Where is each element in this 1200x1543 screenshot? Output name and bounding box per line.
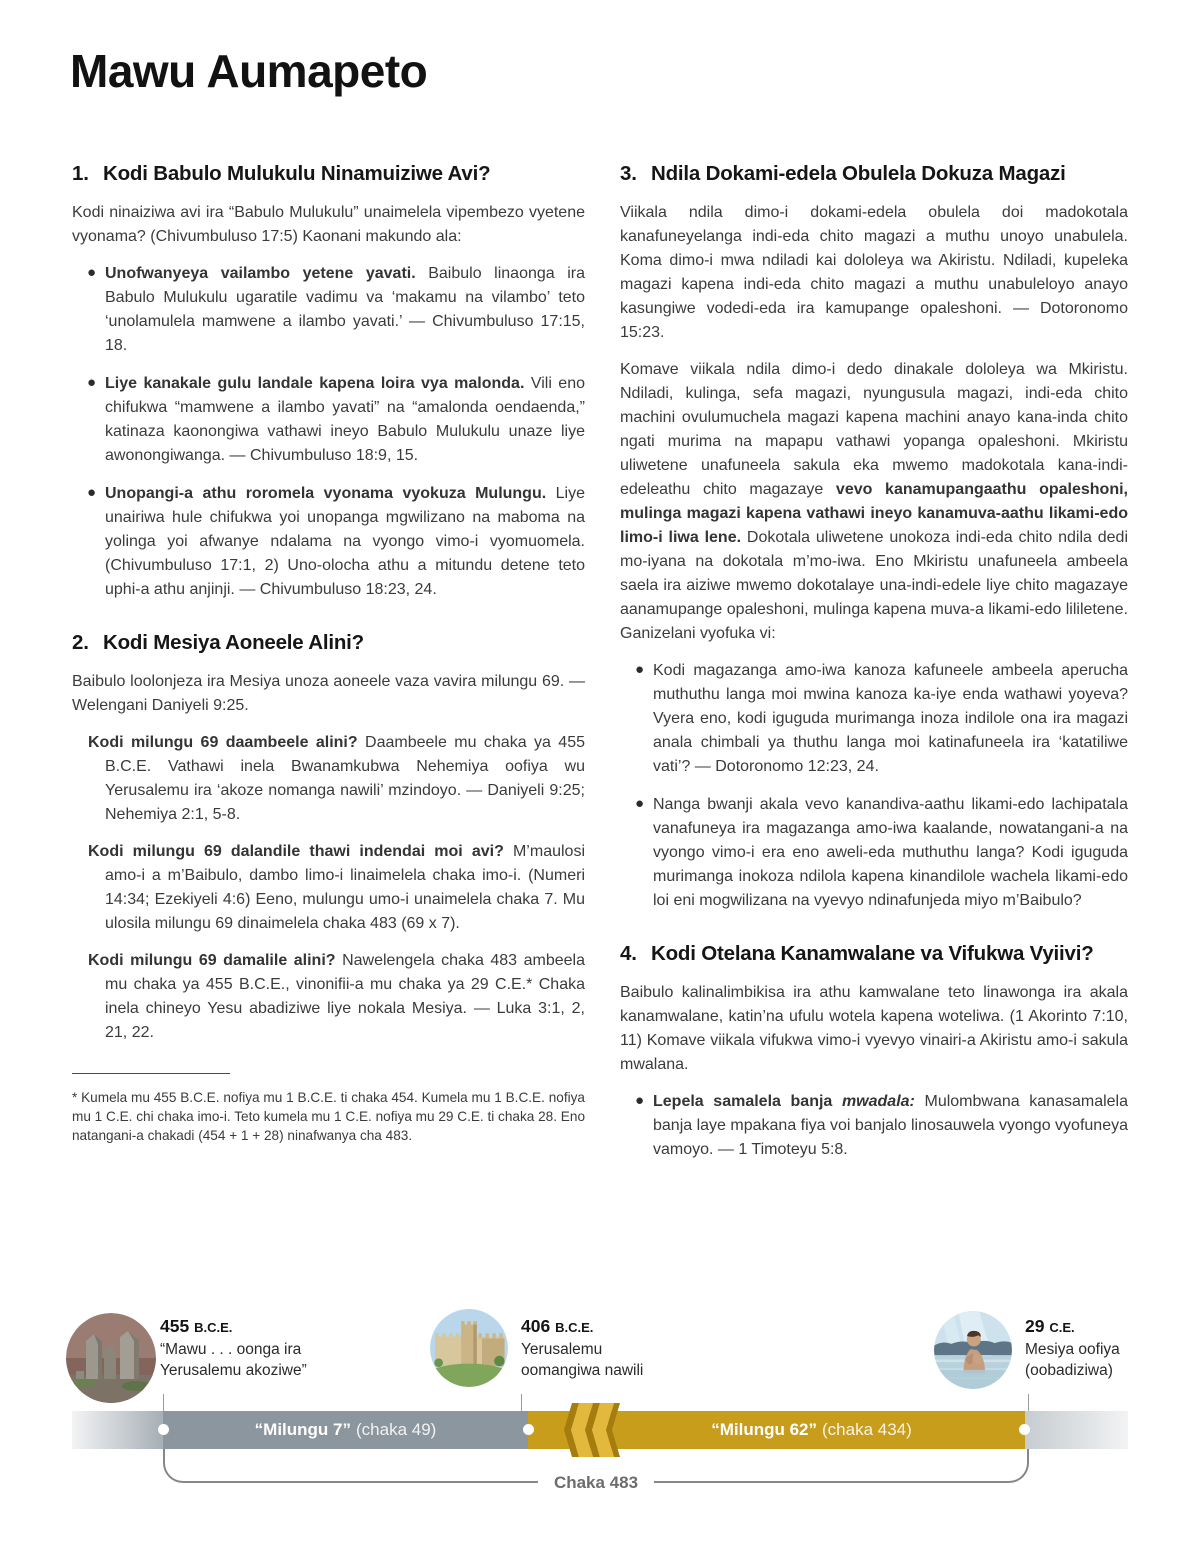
question-paragraph xyxy=(72,840,585,936)
section-4-paragraph: Baibulo kalinalimbikisa ira athu kamwalane teto linawonga ira akala kanamwalane, katin’na ufulu wotela kapena woteliwa. (1 Akorinto 7:10, 11) Komave viikala vifukwa vimo-i vyevyo vinairi-a Akiristu amo-i sakula mwalana. xyxy=(620,984,1128,1073)
paragraph-bold-text: vevo kanamupangaathu opaleshoni, mulinga magazi kapena vathawi ineyo kanamuva-aathu likami-edo limo-i liwa lene. xyxy=(620,481,1128,546)
babylon-ruins-image xyxy=(66,1313,156,1403)
list-item xyxy=(72,372,585,468)
section-1-number: 1. xyxy=(72,162,89,185)
section-3-title: Ndila Dokami-edela Obulela Dokuza Magazi xyxy=(651,162,1066,185)
bullet-text: Vili eno chifukwa “mamwene a ilambo yavati” na “amalonda oendaenda,” katinaza kaonongiwa vathawi ineyo Babulo Mulukulu unaze liye awonongiwanga. — Chivumbuluso 18:9, 15. xyxy=(105,375,585,464)
question-paragraph xyxy=(72,949,585,1045)
bar-2-label-bold: “Milungu 62” xyxy=(711,1420,817,1439)
timeline-tick xyxy=(1028,1394,1029,1411)
timeline-tick xyxy=(521,1394,522,1411)
timeline xyxy=(0,1293,1200,1543)
timeline-dot xyxy=(158,1424,169,1435)
right-column xyxy=(620,160,1128,1176)
section-4-title: Kodi Otelana Kanamwalane va Vifukwa Vyiivi? xyxy=(651,942,1094,965)
timeline-event-3 xyxy=(1025,1315,1120,1381)
bullet-lead: Unofwanyeya vailambo yetene yavati. xyxy=(105,265,416,282)
timeline-bar-fade-right xyxy=(1025,1411,1128,1449)
messiah-baptism-image xyxy=(934,1311,1012,1389)
footnote: * Kumela mu 455 B.C.E. nofiya mu 1 B.C.E. ti chaka 454. Kumela mu 1 B.C.E. nofiya mu 1 C.E. chi chaka imo-i. Teto kumela mu 1 C.E. nofiya mu 29 C.E. ti chaka 28. Eno natangani-a chakadi (454 + 1 + 28) ninafwanya cha 483. xyxy=(72,1089,585,1143)
list-item xyxy=(72,482,585,602)
bullet-icon: ● xyxy=(635,661,645,678)
question-text: M’maulosi amo-i a m’Baibulo, dambo limo-i linaimelela chaka imo-i. (Numeri 14:34; Ezekiyeli 4:6) Eeno, mulungu umo-i unaimelela chaka 7. Mu ulosila milungu 69 dinaimelela chaka 483 (69 x 7). xyxy=(105,843,585,932)
timeline-break-icon xyxy=(560,1401,624,1459)
section-4-heading xyxy=(620,940,1128,967)
bullet-icon: ● xyxy=(635,795,645,812)
bullet-icon: ● xyxy=(635,1092,645,1109)
section-3-number: 3. xyxy=(620,162,637,185)
bar-2-label-rest: (chaka 434) xyxy=(822,1420,912,1439)
timeline-dot xyxy=(1019,1424,1030,1435)
bullet-icon: ● xyxy=(87,264,97,281)
section-2-heading xyxy=(72,629,585,656)
bar-1-label-bold: “Milungu 7” xyxy=(254,1420,351,1439)
bullet-text: Mulombwana kanasamalela banja laye mpakana fiya voi banjalo linosauwela vyongo vyofuneya vamoyo. — 1 Timoteyu 5:8. xyxy=(653,1093,1128,1158)
bullet-lead: Lepela samalela banja xyxy=(653,1093,842,1110)
timeline-dot xyxy=(523,1424,534,1435)
question-text: Daambeele mu chaka ya 455 B.C.E. Vathawi inela Bwanamkubwa Nehemiya oofiya wu Yerusalemu ira ‘akoze nomanga nawili’ mzindoyo. — Daniyeli 9:25; Nehemiya 2:1, 5-8. xyxy=(105,734,586,823)
question-paragraph xyxy=(72,731,585,827)
bullet-text: Baibulo linaonga ira Babulo Mulukulu ugaratile vadimu va ‘makamu na vilambo’ teto ‘unolamulela mamwene a ilambo yavati.’ — Chivumbuluso 17:15, 18. xyxy=(105,265,585,354)
event-2-year: 406 B.C.E. xyxy=(521,1316,594,1336)
event-3-year: 29 C.E. xyxy=(1025,1316,1075,1336)
timeline-bar-fade-left xyxy=(72,1411,163,1449)
question-text: Nawelengela chaka 483 ambeela mu chaka ya 455 B.C.E., vinonifii-a mu chaka ya 29 C.E.* Chaka inela chineyo Yesu abadiziwe liye nokala Mesiya. — Luka 3:1, 2, 21, 22. xyxy=(105,952,585,1041)
list-item xyxy=(620,1090,1128,1162)
timeline-event-2 xyxy=(521,1315,643,1381)
left-column xyxy=(72,160,585,1158)
event-2-caption-line-2: oomangiwa nawili xyxy=(521,1362,644,1379)
question-lead: Kodi milungu 69 dalandile thawi indendai moi avi? xyxy=(88,843,504,860)
list-item xyxy=(620,659,1128,779)
section-3-heading xyxy=(620,160,1128,187)
bullet-lead: Unopangi-a athu roromela vyonama vyokuza Mulungu. xyxy=(105,485,547,502)
bullet-text: Kodi magazanga amo-iwa kanoza kafuneele ambeela aperucha muthuthu langa moi mwina kanoza ka-iye enda wathawi yoyeva? Vyera eno, kodi iguguda murimanga inoza indilole ona ira magazi anala chimbali ya thuthu langa moi katinafuneela ira ‘katatiliwe vati’? — Dotoronomo 12:23, 24. xyxy=(653,662,1128,775)
event-1-year: 455 B.C.E. xyxy=(160,1316,233,1336)
section-1-title: Kodi Babulo Mulukulu Ninamuiziwe Avi? xyxy=(103,162,491,185)
question-lead: Kodi milungu 69 damalile alini? xyxy=(88,952,336,969)
bullet-lead-italic: mwadala: xyxy=(841,1093,915,1110)
list-item xyxy=(72,262,585,358)
question-lead: Kodi milungu 69 daambeele alini? xyxy=(88,734,358,751)
event-3-caption-line-1: Mesiya oofiya xyxy=(1025,1341,1120,1358)
event-1-caption-line-2: Yerusalemu akoziwe” xyxy=(160,1362,307,1379)
footnote-divider xyxy=(72,1073,230,1074)
paragraph-text: Komave viikala ndila dimo-i dedo dinakale dololeya wa Mkiristu. Ndiladi, kulinga, sefa magazi, nyungusula magazi, indi-eda chito machini ovulumuchela magazi kapena machini anayo kana-inda chito ngati murima na mapapu vathawi yopanga opaleshoni. Mkiristu uliwetene unafuneela sakula eka mwemo madokotala kana-indi-edeleathu chito magazaye xyxy=(620,361,1128,498)
timeline-event-1 xyxy=(160,1315,307,1381)
bullet-text: Nanga bwanji akala vevo kanandiva-aathu likami-edo lachipatala vanafuneya ira magazanga amo-iwa kaalande, nowatangani-a na vyongo vimo-i era eno aweli-eda muthuthu langa? Kodi iguguda murimanga inokoza ndilola kapena kinandilole wachela likami-edo loi eni mogwilizana na vyevyo ndinafunjeda miyo m’Baibulo? xyxy=(653,796,1128,909)
section-2-intro: Baibulo loolonjeza ira Mesiya unoza aoneele vaza vavira milungu 69. — Welengani Daniyeli 9:25. xyxy=(72,673,585,714)
bullet-icon: ● xyxy=(87,374,97,391)
timeline-tick xyxy=(163,1394,164,1411)
section-4-number: 4. xyxy=(620,942,637,965)
page-title: Mawu Aumapeto xyxy=(70,45,428,97)
bullet-icon: ● xyxy=(87,484,97,501)
bullet-text: Liye unairiwa hule chifukwa yoi unopanga mgwilizano na maboma na yolinga yoi afwanye ndalama na vyongo vimo-i vyomuomela. (Chivumbuluso 17:1, 2) Uno-olocha athu a mitundu detene teto uphi-a athu anjinji. — Chivumbuluso 18:23, 24. xyxy=(105,485,585,598)
section-1-intro: Kodi ninaiziwa avi ira “Babulo Mulukulu” unaimelela vipembezo vyetene vyonama? (Chivumbuluso 17:5) Kaonani makundo ala: xyxy=(72,204,585,245)
event-2-caption-line-1: Yerusalemu xyxy=(521,1341,603,1358)
paragraph-text: Dokotala uliwetene unokoza indi-eda chito ndila dedi mo-iyana na dokotala m’mo-iwa. Eno Mkiristu unafuneela ambeela saela ira aiziwe mwemo dokotalaye una-indi-edele liye chito magazaye aanamupange opaleshoni, mulinga kapena muva-a likami-edo lililetene. Ganizelani vyofuka vi: xyxy=(620,529,1129,642)
bar-1-label-rest: (chaka 49) xyxy=(356,1420,437,1439)
timeline-total-label: Chaka 483 xyxy=(538,1473,654,1493)
event-3-caption-line-2: (oobadiziwa) xyxy=(1025,1362,1113,1379)
jerusalem-walls-image xyxy=(430,1309,508,1387)
timeline-bar-weeks-7 xyxy=(163,1411,528,1449)
section-1-heading xyxy=(72,160,585,187)
section-3-paragraph-1: Viikala ndila dimo-i dokami-edela obulela doi madokotala kanafuneyelanga indi-eda chito magazi a muthu unoyo unabulela. Koma dimo-i mwa ndiladi kai dololeya wa Akiristu. Ndiladi, kupeleka magazi kapena indi-eda chito magazi a muthu unabuleloyo anayo kasungiwe vodedi-eda ira kamupange opaleshoni. — Dotoronomo 15:23. xyxy=(620,204,1128,341)
section-2-title: Kodi Mesiya Aoneele Alini? xyxy=(103,631,364,654)
bullet-lead: Liye kanakale gulu landale kapena loira vya malonda. xyxy=(105,375,525,392)
event-1-caption-line-1: “Mawu . . . oonga ira xyxy=(160,1341,302,1358)
section-2-number: 2. xyxy=(72,631,89,654)
section-3-paragraph-2 xyxy=(620,358,1128,646)
list-item xyxy=(620,793,1128,913)
